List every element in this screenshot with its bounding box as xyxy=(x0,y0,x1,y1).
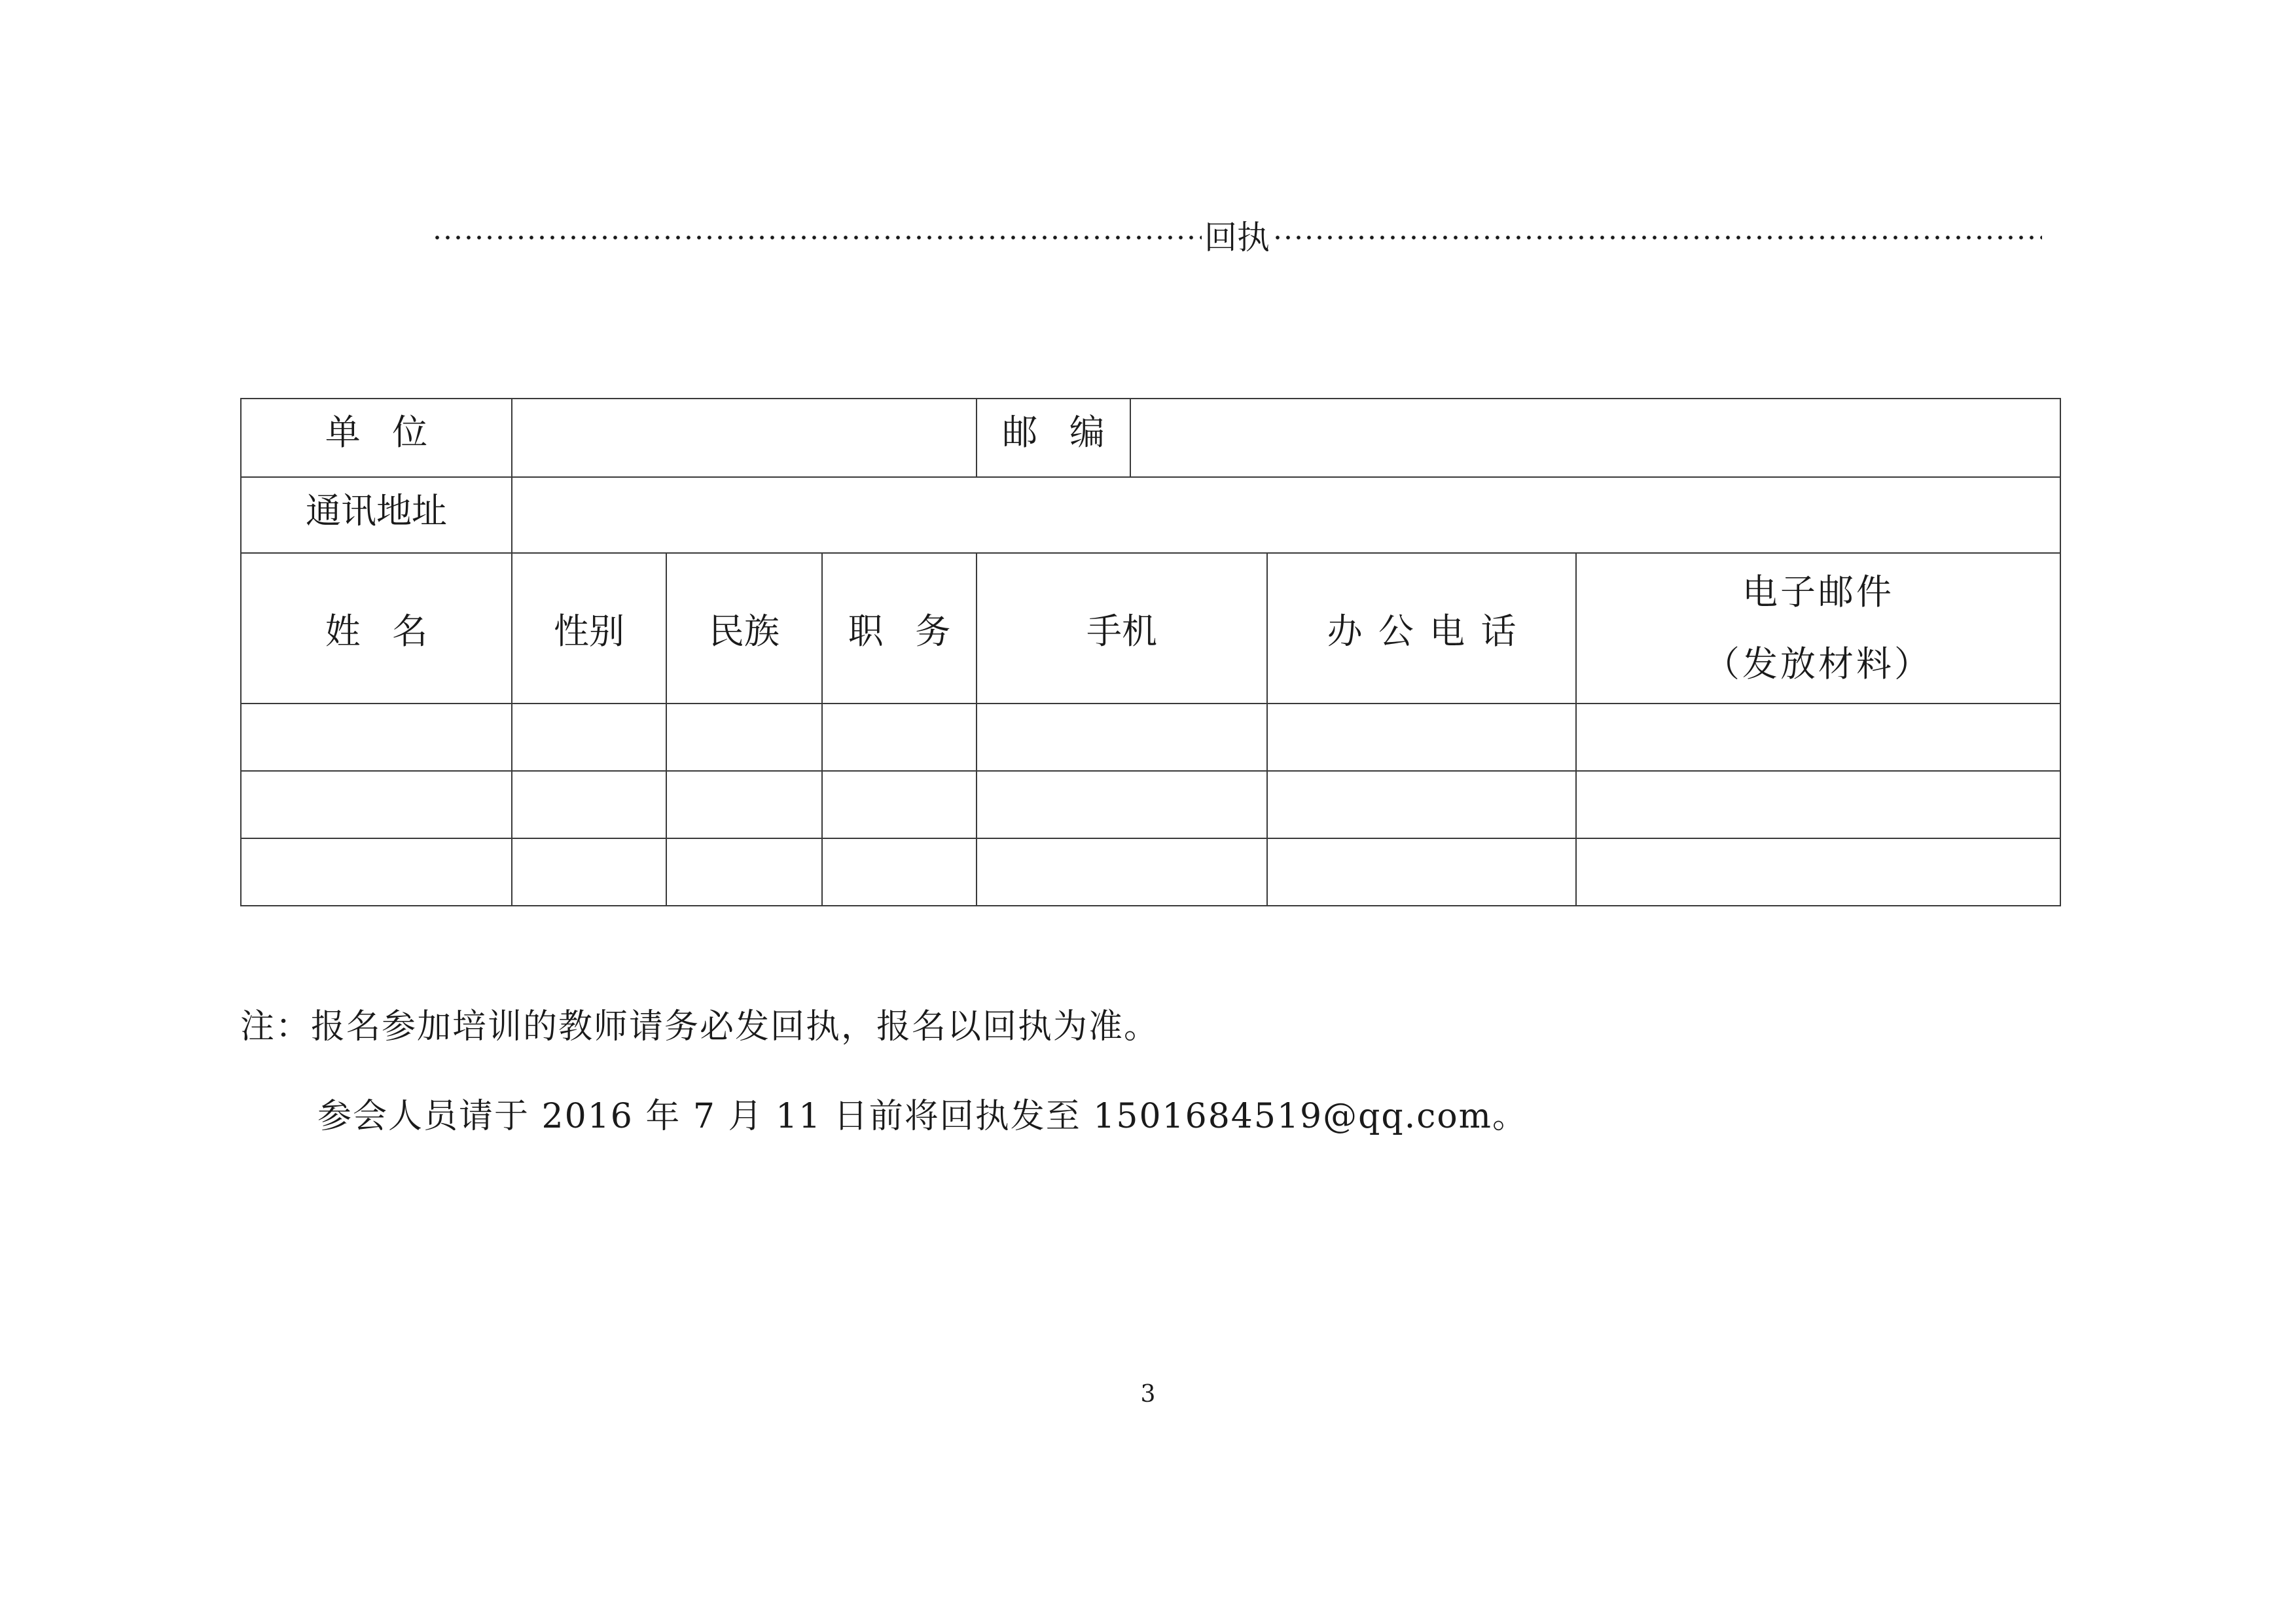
entry-email-cell[interactable] xyxy=(1576,771,2060,838)
entry-ethnicity-cell[interactable] xyxy=(666,838,822,906)
header-position: 职务 xyxy=(848,610,982,652)
header-email: 电子邮件 xyxy=(1742,571,1895,613)
header-name: 姓名 xyxy=(325,610,459,652)
address-label: 通讯地址 xyxy=(306,490,447,531)
entry-position-cell[interactable] xyxy=(822,771,977,838)
entry-email-cell[interactable] xyxy=(1576,704,2060,771)
address-input-cell[interactable] xyxy=(512,477,2060,553)
header-ethnicity-cell xyxy=(666,553,822,704)
entry-office-phone-cell[interactable] xyxy=(1267,771,1576,838)
postcode-input-cell[interactable] xyxy=(1130,399,2060,476)
entry-name-cell[interactable] xyxy=(241,838,512,906)
header-email-note: （发放材料） xyxy=(1704,643,1933,685)
receipt-divider xyxy=(432,208,2042,267)
entry-row-2 xyxy=(241,771,2060,838)
unit-label: 单位 xyxy=(325,412,459,453)
postcode-label-cell xyxy=(977,399,1137,476)
header-position-cell xyxy=(822,553,982,704)
section-title: 回执 xyxy=(1204,219,1270,257)
address-label-cell xyxy=(241,477,512,553)
header-gender-cell xyxy=(512,553,666,704)
entry-gender-cell[interactable] xyxy=(512,704,666,771)
entry-gender-cell[interactable] xyxy=(512,771,666,838)
entry-mobile-cell[interactable] xyxy=(977,704,1267,771)
unit-label-cell xyxy=(241,399,512,477)
entry-office-phone-cell[interactable] xyxy=(1267,838,1576,906)
entry-name-cell[interactable] xyxy=(241,771,512,838)
address-row xyxy=(241,477,2060,553)
header-gender: 性别 xyxy=(554,610,624,652)
header-office-phone-cell xyxy=(1267,553,1576,704)
postcode-group-cell xyxy=(977,399,2060,477)
entry-gender-cell[interactable] xyxy=(512,838,666,906)
header-mobile: 手机 xyxy=(1086,610,1158,652)
entry-mobile-cell[interactable] xyxy=(977,771,1267,838)
entry-name-cell[interactable] xyxy=(241,704,512,771)
entry-ethnicity-cell[interactable] xyxy=(666,704,822,771)
header-office-phone: 办公电话 xyxy=(1327,610,1532,652)
entry-mobile-cell[interactable] xyxy=(977,838,1267,906)
entry-row-3 xyxy=(241,838,2060,906)
postcode-label: 邮编 xyxy=(1002,412,1137,453)
note-line-1: 注：报名参加培训的教师请务必发回执，报名以回执为准。 xyxy=(240,1007,1160,1046)
dotted-leader-right xyxy=(1272,236,2042,240)
entry-email-cell[interactable] xyxy=(1576,838,2060,906)
unit-row xyxy=(241,399,2060,477)
page-number: 3 xyxy=(1140,1381,1156,1408)
header-name-cell xyxy=(241,553,512,704)
note-line-2: 参会人员请于 2016 年 7 月 11 日前将回执发至 1501684519@qq.com。 xyxy=(317,1097,1528,1136)
header-ethnicity: 民族 xyxy=(709,610,780,652)
header-email-cell xyxy=(1576,553,2060,704)
unit-input-cell[interactable] xyxy=(512,399,977,477)
entry-ethnicity-cell[interactable] xyxy=(666,771,822,838)
header-row xyxy=(241,553,2060,704)
dotted-leader-left xyxy=(432,236,1202,240)
entry-office-phone-cell[interactable] xyxy=(1267,704,1576,771)
entry-position-cell[interactable] xyxy=(822,704,977,771)
entry-position-cell[interactable] xyxy=(822,838,977,906)
entry-row-1 xyxy=(241,704,2060,771)
registration-form-table xyxy=(240,398,2061,906)
header-mobile-cell xyxy=(977,553,1267,704)
